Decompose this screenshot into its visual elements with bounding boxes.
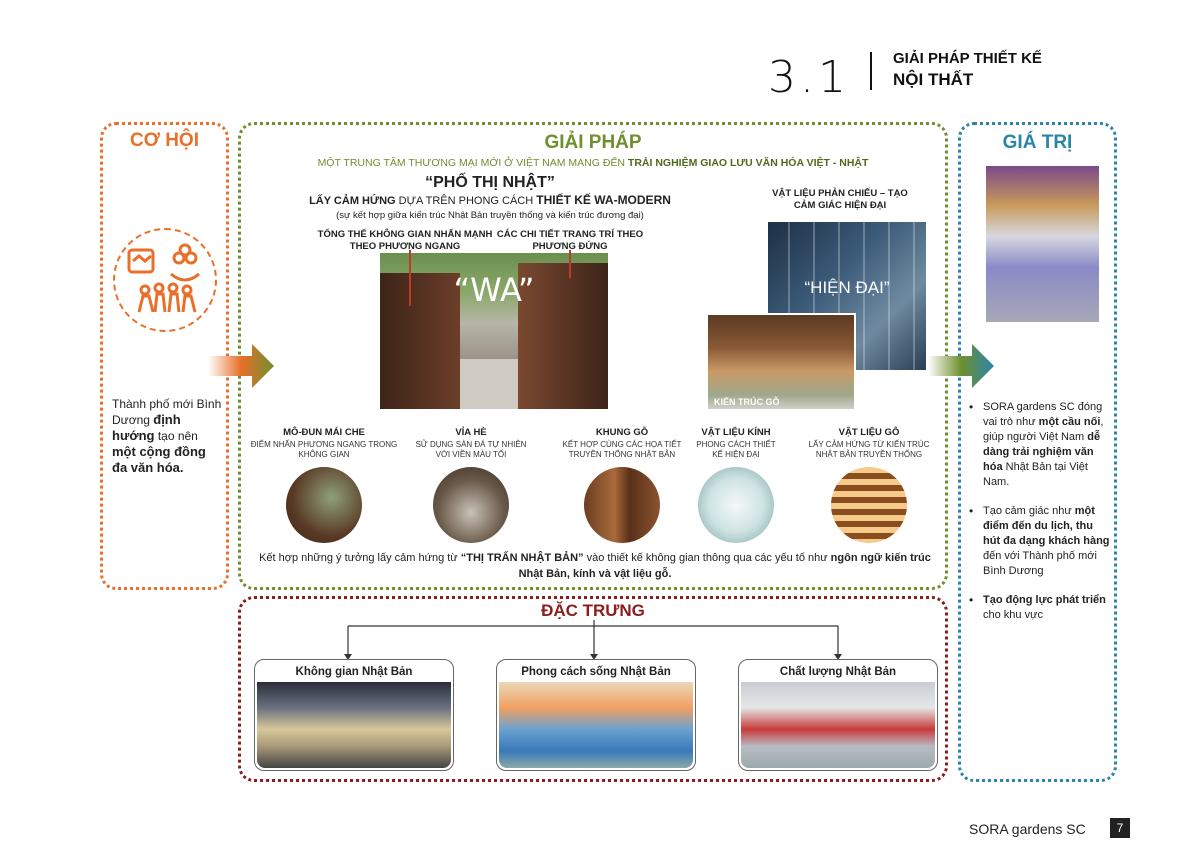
- arrow-right-icon: [928, 344, 998, 388]
- wood-architecture-photo: [706, 313, 856, 411]
- card-title: Phong cách sống Nhật Bản: [521, 666, 671, 678]
- kien-truc-go-label: KIẾN TRÚC GỖ: [714, 397, 780, 407]
- dac-trung-card: [738, 659, 938, 771]
- feature-title: MÔ-ĐUN MÁI CHE: [283, 427, 365, 438]
- text: đến với Thành phố mới Bình Dương: [983, 550, 1097, 577]
- bold-text: Tạo động lực phát triển: [983, 594, 1106, 606]
- bold-text: một cầu nối: [1038, 416, 1101, 428]
- lay-cam-hung-3: THIẾT KẾ WA-MODERN: [536, 193, 671, 207]
- text: , giúp người Việt Nam: [983, 416, 1104, 443]
- lay-cam-hung-2: DỰA TRÊN PHONG CÁCH: [395, 195, 537, 207]
- arrow-right-icon: [208, 344, 278, 388]
- bold-text: một điểm đến du lịch, thu hút đa dạng khách hàng: [983, 505, 1110, 547]
- footer-text-1: Kết hợp những ý tưởng lấy cảm hứng từ: [259, 552, 461, 564]
- dac-trung-card: [496, 659, 696, 771]
- project-name: SORA gardens SC: [969, 821, 1086, 837]
- feature-title: VẬT LIỆU KÍNH: [701, 427, 771, 438]
- footer-bold-2: ngôn ngữ kiến trúc Nhật Bản, kính và vật liệu gỗ.: [518, 552, 931, 580]
- card-image: [741, 682, 935, 768]
- feature-desc: KẾT HỢP CÙNG CÁC HỌA TIẾT TRUYỀN THỐNG NHẬT BẢN: [562, 440, 682, 459]
- co-hoi-text: [112, 396, 224, 476]
- section-title-line1: GIẢI PHÁP THIẾT KẾ: [893, 50, 1042, 67]
- co-hoi-text-1: Thành phố mới Bình Dương: [112, 397, 222, 427]
- co-hoi-text-bold-2: một cộng đồng đa văn hóa.: [112, 444, 206, 475]
- lay-cam-hung-1: LẤY CẢM HỨNG: [309, 195, 396, 207]
- dac-trung-card: [254, 659, 454, 771]
- feature-image: [584, 467, 660, 543]
- feature-desc: LẤY CẢM HỨNG TỪ KIẾN TRÚC NHẬT BẢN TRUYỀN THỐNG: [808, 440, 930, 459]
- feature-title: KHUNG GỖ: [595, 427, 649, 438]
- gia-tri-item: [967, 593, 1112, 623]
- feature-image: [433, 467, 509, 543]
- card-image: [257, 682, 451, 768]
- giai-phap-footer: [250, 550, 940, 582]
- wa-text: “WA”: [453, 271, 535, 309]
- feature-title: VẬT LIỆU GỖ: [838, 427, 900, 438]
- hien-dai-text: “HIỆN ĐẠI”: [804, 278, 890, 297]
- giai-phap-subheading: [238, 157, 948, 169]
- feature-desc: PHONG CÁCH THIẾT KẾ HIỆN ĐẠI: [696, 440, 776, 459]
- feature-desc: SỬ DỤNG SÀN ĐÁ TỰ NHIÊN VỚI VIỀN MÀU TỐI: [415, 440, 527, 459]
- footer-text-2: vào thiết kế không gian thông qua các yếu tố như: [583, 552, 831, 564]
- footer-bold-1: “THỊ TRẤN NHẬT BẢN”: [460, 552, 584, 564]
- co-hoi-text-2: tạo nên: [154, 429, 198, 443]
- subheading-bold: TRẢI NGHIỆM GIAO LƯU VĂN HÓA VIỆT - NHẬT: [627, 157, 869, 169]
- gia-tri-list: [967, 400, 1112, 637]
- gia-tri-item: [967, 504, 1112, 579]
- feature-image: [831, 467, 907, 543]
- text: cho khu vực: [983, 609, 1043, 621]
- connector-lines: [340, 618, 850, 662]
- feature-image: [698, 467, 774, 543]
- label-chi-tiet: CÁC CHI TIẾT TRANG TRÍ THEO PHƯƠNG ĐỨNG: [496, 229, 644, 252]
- text: Tạo cảm giác như: [983, 505, 1075, 517]
- label-tong-the: TỔNG THỂ KHÔNG GIAN NHẤN MẠNH THEO PHƯƠNG NGANG: [317, 229, 493, 252]
- feature-title: VỈA HÈ: [455, 427, 487, 438]
- pho-thi-nhat-heading: “PHỐ THỊ NHẬT”: [425, 174, 555, 191]
- label-vat-lieu-phan-chieu: VẬT LIỆU PHẢN CHIẾU – TẠO CẢM GIÁC HIỆN ĐẠI: [772, 188, 908, 211]
- feature-desc: ĐIỂM NHẤN PHƯƠNG NGANG TRONG KHÔNG GIAN: [250, 440, 398, 459]
- subheading-text: MỘT TRUNG TÂM THƯƠNG MẠI MỚI Ở VIỆT NAM MANG ĐẾN: [317, 157, 628, 169]
- gia-tri-item: [967, 400, 1112, 490]
- card-title: Chất lượng Nhật Bản: [779, 666, 897, 678]
- feature-image: [286, 467, 362, 543]
- co-hoi-text-bold-1: định hướng: [112, 412, 181, 443]
- section-number: 3.1: [768, 52, 850, 103]
- community-people-icon: [113, 228, 217, 332]
- text: SORA gardens SC đóng vai trò như: [983, 401, 1103, 428]
- co-hoi-title: CƠ HỘI: [130, 130, 199, 151]
- lay-cam-hung: [300, 193, 680, 207]
- text: Nhật Bản tại Việt Nam.: [983, 461, 1088, 488]
- dac-trung-title: ĐẶC TRƯNG: [541, 601, 645, 620]
- card-image: [499, 682, 693, 768]
- bold-text: dễ dàng trải nghiệm văn hóa: [983, 431, 1101, 473]
- gia-tri-title: GIÁ TRỊ: [1002, 132, 1073, 153]
- page-number: 7: [1110, 818, 1130, 838]
- paren-note: (sự kết hợp giữa kiến trúc Nhật Bản truyền thống và kiến trúc đương đại): [336, 210, 644, 221]
- mall-escalator-photo: [986, 166, 1099, 322]
- header-divider: [870, 52, 872, 90]
- giai-phap-title: GIẢI PHÁP: [544, 132, 642, 153]
- callout-lines: [400, 248, 600, 308]
- section-title-line2: NỘI THẤT: [893, 70, 974, 89]
- card-title: Không gian Nhật Bản: [295, 666, 413, 678]
